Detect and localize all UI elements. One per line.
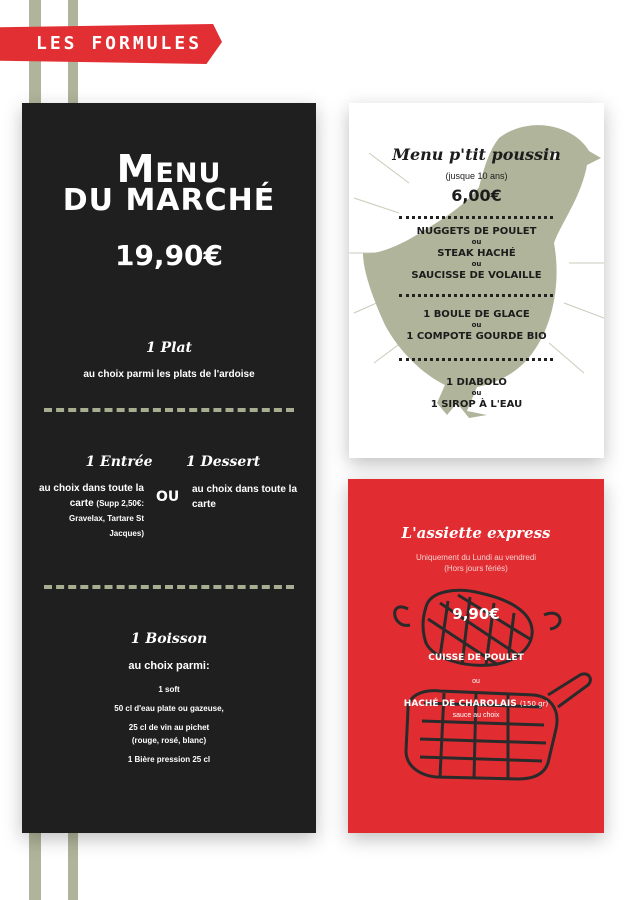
poussin-dessert-options bbox=[349, 308, 604, 343]
dotted-divider bbox=[399, 358, 553, 361]
divider bbox=[44, 408, 294, 412]
menu-marche-card bbox=[22, 103, 316, 833]
assiette-express-card bbox=[348, 479, 604, 833]
boisson-options bbox=[22, 683, 316, 766]
boisson-option: 1 Bière pression 25 cl bbox=[127, 755, 211, 764]
express-title: L'assiette express bbox=[401, 524, 551, 542]
express-or: ou bbox=[472, 678, 480, 685]
menu-marche-price: 19,90€ bbox=[114, 239, 224, 272]
dessert-heading: 1 Dessert bbox=[186, 454, 261, 470]
boisson-subheading: au choix parmi: bbox=[128, 660, 210, 672]
poussin-option: SAUCISSE DE VOLAILLE bbox=[411, 270, 542, 281]
boisson-option: 50 cl d'eau plate ou gazeuse, bbox=[114, 704, 224, 713]
poussin-option: STEAK HACHÉ bbox=[437, 248, 516, 259]
poussin-or: ou bbox=[471, 260, 482, 268]
boisson-heading: 1 Boisson bbox=[130, 631, 208, 647]
poussin-title: Menu p'tit poussin bbox=[392, 145, 561, 164]
boisson-option: (rouge, rosé, blanc) bbox=[131, 736, 207, 745]
dessert-description: au choix dans toute la carte bbox=[192, 484, 298, 510]
poussin-or: ou bbox=[471, 389, 482, 397]
poussin-price: 6,00€ bbox=[451, 186, 502, 205]
entree-dessert-or: OU bbox=[156, 489, 180, 505]
section-title: LES FORMULES bbox=[36, 33, 203, 54]
poussin-option: 1 BOULE DE GLACE bbox=[423, 309, 530, 320]
dotted-divider bbox=[399, 216, 553, 219]
express-item-charolais bbox=[348, 699, 604, 709]
entree-desc-main: au choix dans toute la carte bbox=[38, 483, 144, 509]
express-item-charolais-weight: (150 gr) bbox=[519, 700, 549, 708]
menu-poussin-card bbox=[349, 103, 604, 458]
plat-heading: 1 Plat bbox=[146, 340, 192, 356]
poussin-main-options bbox=[349, 225, 604, 282]
express-item-charolais-label: HACHÉ DE CHAROLAIS bbox=[403, 699, 517, 709]
menu-marche-title-line2: DU MARCHÉ bbox=[62, 183, 276, 218]
express-sauce-note: sauce au choix bbox=[452, 712, 500, 719]
dotted-divider bbox=[399, 294, 553, 297]
poussin-or: ou bbox=[471, 321, 482, 329]
express-item-chicken: CUISSE DE POULET bbox=[428, 653, 524, 663]
express-subtitle bbox=[348, 552, 604, 574]
express-price: 9,90€ bbox=[452, 605, 500, 623]
poussin-option: 1 SIROP À L'EAU bbox=[430, 399, 523, 410]
poussin-subtitle: (jusque 10 ans) bbox=[445, 171, 508, 181]
divider bbox=[44, 585, 294, 589]
entree-desc-supplement: (Supp 2,50€: Gravelax, Tartare St Jacques) bbox=[68, 499, 144, 538]
poussin-option: 1 DIABOLO bbox=[446, 377, 507, 388]
express-subtitle-line1: Uniquement du Lundi au vendredi bbox=[415, 553, 537, 562]
entree-description bbox=[38, 481, 144, 541]
plat-description: au choix parmi les plats de l'ardoise bbox=[83, 369, 255, 380]
poussin-option: 1 COMPOTE GOURDE BIO bbox=[406, 331, 547, 342]
express-subtitle-line2: (Hors jours fériés) bbox=[444, 564, 508, 573]
entree-heading: 1 Entrée bbox=[85, 454, 153, 470]
boisson-option: 25 cl de vin au pichet bbox=[128, 723, 210, 732]
poussin-option: NUGGETS DE POULET bbox=[416, 226, 537, 237]
poussin-drink-options bbox=[349, 376, 604, 411]
menu-marche-title-line1: Menu bbox=[116, 147, 222, 191]
boisson-option: 1 soft bbox=[158, 685, 180, 694]
poussin-or: ou bbox=[471, 238, 482, 246]
